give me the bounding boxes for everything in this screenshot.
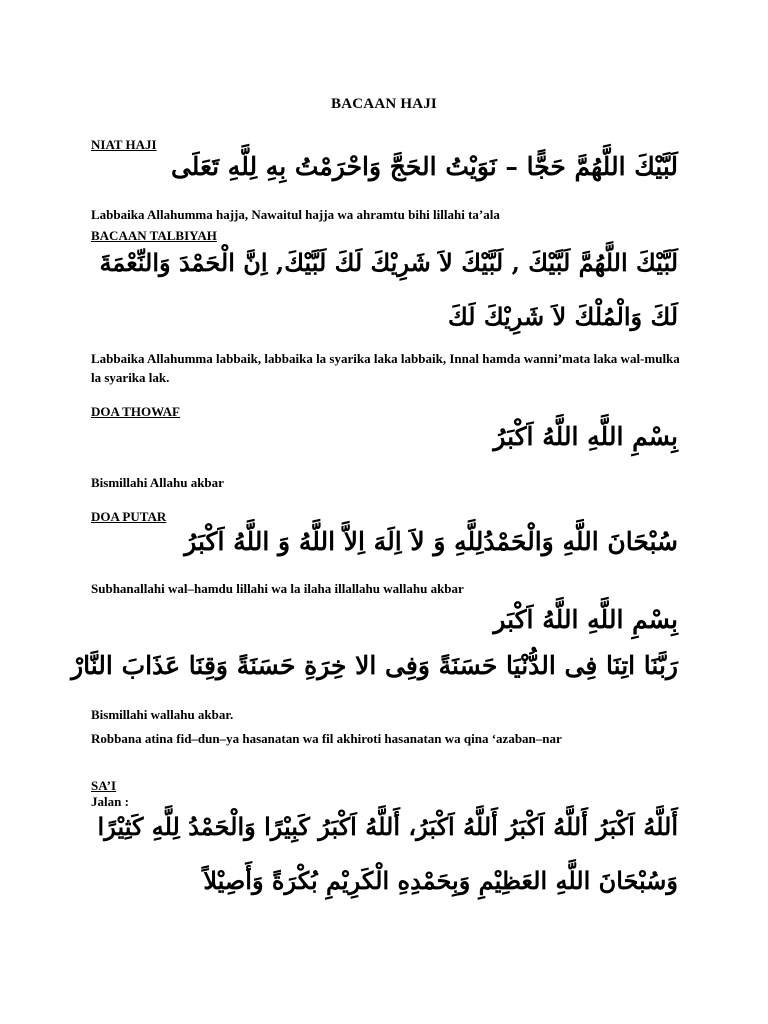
heading-sai: SA’I	[91, 778, 117, 793]
heading-bacaan-talbiyah: BACAAN TALBIYAH	[91, 228, 217, 243]
translit-doa-thowaf: Bismillahi Allahu akbar	[91, 475, 224, 490]
arabic-sai-line-1: أَللَّهُ اَكْبَرُ أَللَّهُ اَكْبَرُ أَللَّهُ اَكْبَرُ، أَللَّهُ اَكْبَرُ كَبِيْرًا وَالْحَمْدُ لِلَّهِ كَثِيْرًا	[97, 812, 678, 841]
translit-niat-haji: Labbaika Allahumma hajja, Nawaitul hajja wa ahramtu bihi lillahi ta’ala	[91, 207, 500, 222]
heading-doa-putar: DOA PUTAR	[91, 509, 167, 524]
label-jalan: Jalan :	[91, 794, 129, 809]
arabic-sai-line-2: وَسُبْحَانَ اللَّهِ العَظِيْمِ وَبِحَمْدِهِ الْكَرِيْمِ بُكْرَةً وَأَصِيْلاً	[203, 866, 678, 895]
heading-niat-haji: NIAT HAJI	[91, 137, 157, 152]
translit-doa-putar-1: Subhanallahi wal–hamdu lillahi wa la ilaha illallahu wallahu akbar	[91, 581, 464, 596]
arabic-talbiyah-line-1: لَبَّيْكَ اللَّهُمَّ لَبَّيْكَ , لَبَّيْكَ لاَ شَرِيْكَ لَكَ لَبَّيْكَ, اِنَّ الْحَمْدَ وَالنِّعْمَةَ	[99, 248, 678, 277]
arabic-doa-putar-line-2: بِسْمِ اللَّهِ اللَّهُ اَكْبَر	[493, 605, 678, 634]
document-title: BACAAN HAJI	[331, 96, 437, 112]
heading-doa-thowaf: DOA THOWAF	[91, 404, 180, 419]
arabic-niat-haji: لَبَّيْكَ اللَّهُمَّ حَجًّا – نَوَيْتُ الحَجَّ وَاحْرَمْتُ بِهِ لِلَّهِ تَعَلَى	[170, 152, 678, 181]
arabic-doa-thowaf: بِسْمِ اللَّهِ اللَّهُ اَكْبَرُ	[493, 422, 678, 451]
arabic-doa-putar-line-3: رَبَّنَا اتِنَا فِى الدُّنْيَا حَسَنَةً وَفِى الا خِرَةِ حَسَنَةً وَقِنَا عَذَابَ النَّارْ	[71, 651, 678, 680]
translit-doa-putar-2: Bismillahi wallahu akbar.	[91, 707, 234, 722]
arabic-doa-putar-line-1: سُبْحَانَ اللَّهِ وَالْحَمْدُلِلَّهِ وَ لاَ اِلَهَ اِلاَّ اللَّهُ وَ اللَّهُ اَكْبَرُ	[184, 527, 678, 556]
translit-talbiyah: Labbaika Allahumma labbaik, labbaika la syarika laka labbaik, Innal hamda wanni’mata laka wal-mulka la syarika lak.	[91, 351, 680, 385]
arabic-talbiyah-line-2: لَكَ وَالْمُلْكَ لاَ شَرِيْكَ لَكَ	[447, 302, 678, 331]
translit-doa-putar-3: Robbana atina fid–dun–ya hasanatan wa fil akhiroti hasanatan wa qina ‘azaban–nar	[91, 731, 562, 746]
